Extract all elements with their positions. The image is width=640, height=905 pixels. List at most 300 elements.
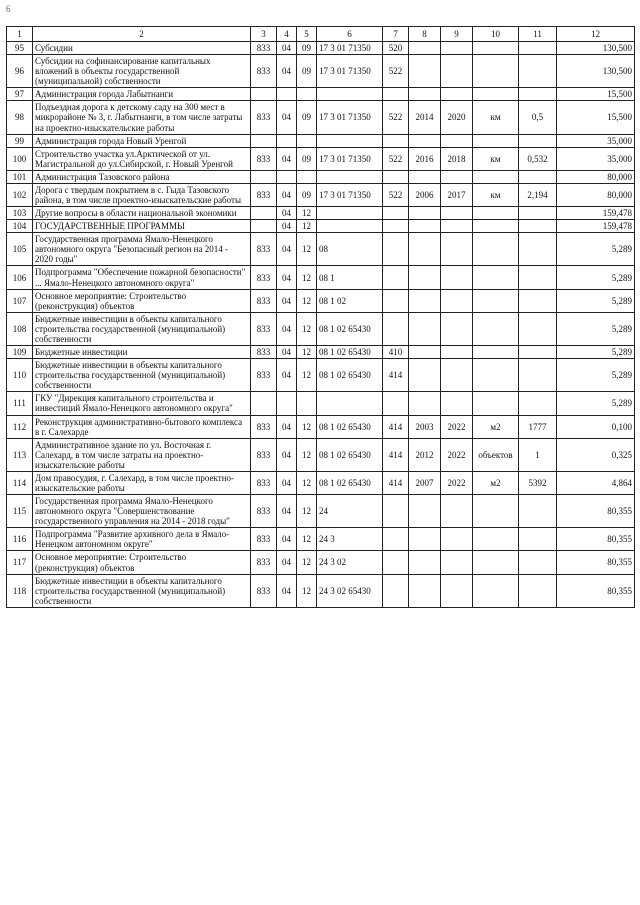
capacity-cell: [519, 392, 557, 415]
code-expense-type-cell: [383, 233, 409, 266]
code-subsection-cell: 12: [297, 233, 317, 266]
code-target-cell: 08 1 02 65430: [317, 312, 383, 345]
code-target-cell: 17 3 01 71350: [317, 55, 383, 88]
unit-cell: [473, 312, 519, 345]
row-description-cell: Подъездная дорога к детскому саду на 300 мест в микрорайоне № 3, г. Лабытнанги, в том числе затраты на проектно-изыскательские работы: [33, 101, 251, 134]
table-row: [7, 438, 635, 471]
code-section-cell: 04: [277, 528, 297, 551]
code-subsection-cell: 09: [297, 101, 317, 134]
start-year-cell: [409, 266, 441, 289]
row-description-cell: Подпрограмма "Обеспечение пожарной безопасности" ... Ямало-Ненецкого автономного округа": [33, 266, 251, 289]
code-section-cell: 04: [277, 55, 297, 88]
start-year-cell: [409, 134, 441, 147]
code-section-cell: 04: [277, 42, 297, 55]
code-target-cell: 08 1 02 65430: [317, 471, 383, 494]
unit-cell: [473, 359, 519, 392]
row-number-cell: 112: [7, 415, 33, 438]
column-header: 5: [297, 27, 317, 42]
amount-cell: 80,000: [557, 183, 635, 206]
amount-cell: 5,289: [557, 346, 635, 359]
end-year-cell: [441, 42, 473, 55]
end-year-cell: 2022: [441, 415, 473, 438]
code-ministry-cell: 833: [251, 495, 277, 528]
row-number-cell: 115: [7, 495, 33, 528]
code-ministry-cell: 833: [251, 346, 277, 359]
code-expense-type-cell: 522: [383, 101, 409, 134]
end-year-cell: [441, 207, 473, 220]
code-expense-type-cell: 520: [383, 42, 409, 55]
table-row: [7, 183, 635, 206]
code-target-cell: 24: [317, 495, 383, 528]
unit-cell: м2: [473, 415, 519, 438]
row-description-cell: Реконструкция административно-бытового комплекса в г. Салехарде: [33, 415, 251, 438]
code-subsection-cell: 09: [297, 55, 317, 88]
row-number-cell: 97: [7, 88, 33, 101]
end-year-cell: [441, 495, 473, 528]
code-subsection-cell: 12: [297, 207, 317, 220]
row-number-cell: 95: [7, 42, 33, 55]
table-row: [7, 574, 635, 607]
table-row: [7, 220, 635, 233]
capacity-cell: [519, 528, 557, 551]
amount-cell: 80,355: [557, 574, 635, 607]
code-subsection-cell: 12: [297, 471, 317, 494]
row-number-cell: 98: [7, 101, 33, 134]
row-number-cell: 116: [7, 528, 33, 551]
table-row: [7, 415, 635, 438]
code-section-cell: 04: [277, 471, 297, 494]
code-expense-type-cell: [383, 88, 409, 101]
table-row: [7, 233, 635, 266]
page-number: 6: [6, 4, 11, 14]
code-target-cell: [317, 207, 383, 220]
end-year-cell: [441, 55, 473, 88]
code-ministry-cell: [251, 88, 277, 101]
code-ministry-cell: [251, 207, 277, 220]
capacity-cell: [519, 495, 557, 528]
start-year-cell: 2006: [409, 183, 441, 206]
code-subsection-cell: 09: [297, 42, 317, 55]
amount-cell: 4,864: [557, 471, 635, 494]
end-year-cell: [441, 551, 473, 574]
code-section-cell: 04: [277, 101, 297, 134]
table-row: [7, 392, 635, 415]
code-section-cell: [277, 170, 297, 183]
row-description-cell: ГКУ "Дирекция капитального строительства и инвестиций Ямало-Ненецкого автономного округа": [33, 392, 251, 415]
unit-cell: [473, 528, 519, 551]
code-section-cell: 04: [277, 551, 297, 574]
code-expense-type-cell: [383, 528, 409, 551]
code-target-cell: [317, 170, 383, 183]
unit-cell: [473, 134, 519, 147]
code-ministry-cell: 833: [251, 312, 277, 345]
code-ministry-cell: 833: [251, 359, 277, 392]
code-subsection-cell: 12: [297, 220, 317, 233]
code-ministry-cell: 833: [251, 266, 277, 289]
capacity-cell: [519, 233, 557, 266]
code-subsection-cell: 12: [297, 346, 317, 359]
row-number-cell: 100: [7, 147, 33, 170]
amount-cell: 0,325: [557, 438, 635, 471]
amount-cell: 130,500: [557, 42, 635, 55]
end-year-cell: 2018: [441, 147, 473, 170]
code-ministry-cell: 833: [251, 183, 277, 206]
row-number-cell: 110: [7, 359, 33, 392]
unit-cell: [473, 170, 519, 183]
capacity-cell: [519, 170, 557, 183]
code-target-cell: 08 1: [317, 266, 383, 289]
code-target-cell: [317, 220, 383, 233]
row-description-cell: Субсидии: [33, 42, 251, 55]
code-target-cell: 17 3 01 71350: [317, 183, 383, 206]
code-ministry-cell: 833: [251, 147, 277, 170]
code-target-cell: 24 3 02 65430: [317, 574, 383, 607]
row-number-cell: 108: [7, 312, 33, 345]
code-target-cell: 08 1 02 65430: [317, 438, 383, 471]
amount-cell: 5,289: [557, 312, 635, 345]
capacity-cell: 5392: [519, 471, 557, 494]
amount-cell: 15,500: [557, 88, 635, 101]
code-expense-type-cell: [383, 266, 409, 289]
start-year-cell: [409, 392, 441, 415]
row-description-cell: Бюджетные инвестиции: [33, 346, 251, 359]
column-header: 9: [441, 27, 473, 42]
code-expense-type-cell: [383, 312, 409, 345]
start-year-cell: [409, 170, 441, 183]
start-year-cell: [409, 88, 441, 101]
column-header: 11: [519, 27, 557, 42]
code-subsection-cell: 12: [297, 415, 317, 438]
end-year-cell: [441, 233, 473, 266]
code-expense-type-cell: [383, 551, 409, 574]
code-section-cell: 04: [277, 147, 297, 170]
code-section-cell: 04: [277, 183, 297, 206]
column-header: 10: [473, 27, 519, 42]
row-description-cell: Государственная программа Ямало-Ненецкого автономного округа "Безопасный регион на 2014 - 2020 годы": [33, 233, 251, 266]
start-year-cell: [409, 359, 441, 392]
amount-cell: 5,289: [557, 392, 635, 415]
column-header: 6: [317, 27, 383, 42]
code-section-cell: 04: [277, 346, 297, 359]
capacity-cell: [519, 359, 557, 392]
column-header: 2: [33, 27, 251, 42]
unit-cell: [473, 574, 519, 607]
code-ministry-cell: 833: [251, 528, 277, 551]
code-target-cell: [317, 392, 383, 415]
code-section-cell: 04: [277, 438, 297, 471]
start-year-cell: [409, 55, 441, 88]
code-section-cell: 04: [277, 266, 297, 289]
capacity-cell: [519, 220, 557, 233]
table-row: [7, 55, 635, 88]
table-row: [7, 312, 635, 345]
code-expense-type-cell: [383, 574, 409, 607]
row-number-cell: 105: [7, 233, 33, 266]
code-expense-type-cell: 414: [383, 438, 409, 471]
start-year-cell: [409, 312, 441, 345]
column-header: 12: [557, 27, 635, 42]
end-year-cell: [441, 312, 473, 345]
row-description-cell: Бюджетные инвестиции в объекты капитального строительства государственной (муниципальной) собственности: [33, 359, 251, 392]
code-expense-type-cell: [383, 220, 409, 233]
start-year-cell: [409, 528, 441, 551]
end-year-cell: [441, 346, 473, 359]
code-ministry-cell: [251, 170, 277, 183]
code-subsection-cell: 12: [297, 359, 317, 392]
start-year-cell: 2014: [409, 101, 441, 134]
code-subsection-cell: 12: [297, 574, 317, 607]
code-target-cell: 08 1 02 65430: [317, 359, 383, 392]
end-year-cell: [441, 170, 473, 183]
code-target-cell: 17 3 01 71350: [317, 101, 383, 134]
row-description-cell: Бюджетные инвестиции в объекты капитального строительства государственной (муниципальной) собственности: [33, 312, 251, 345]
code-section-cell: 04: [277, 207, 297, 220]
code-subsection-cell: 12: [297, 551, 317, 574]
unit-cell: [473, 88, 519, 101]
row-description-cell: Дом правосудия, г. Салехард, в том числе проектно-изыскательские работы: [33, 471, 251, 494]
row-number-cell: 113: [7, 438, 33, 471]
row-description-cell: Бюджетные инвестиции в объекты капитального строительства государственной (муниципальной) собственности: [33, 574, 251, 607]
unit-cell: объектов: [473, 438, 519, 471]
code-expense-type-cell: [383, 392, 409, 415]
code-target-cell: 17 3 01 71350: [317, 42, 383, 55]
row-description-cell: Строительство участка ул.Арктической от ул. Магистральной до ул.Сибирской, г. Новый Уренгой: [33, 147, 251, 170]
code-section-cell: [277, 392, 297, 415]
code-ministry-cell: 833: [251, 55, 277, 88]
end-year-cell: [441, 392, 473, 415]
code-ministry-cell: 833: [251, 101, 277, 134]
table-row: [7, 495, 635, 528]
code-expense-type-cell: 414: [383, 415, 409, 438]
unit-cell: [473, 346, 519, 359]
start-year-cell: 2012: [409, 438, 441, 471]
row-number-cell: 117: [7, 551, 33, 574]
row-description-cell: Государственная программа Ямало-Ненецкого автономного округа "Совершенствование государственного управления на 2014 - 2018 годы": [33, 495, 251, 528]
column-header: 4: [277, 27, 297, 42]
code-subsection-cell: 12: [297, 438, 317, 471]
start-year-cell: [409, 289, 441, 312]
code-section-cell: [277, 134, 297, 147]
row-number-cell: 103: [7, 207, 33, 220]
unit-cell: км: [473, 101, 519, 134]
code-section-cell: 04: [277, 312, 297, 345]
code-subsection-cell: 12: [297, 495, 317, 528]
code-expense-type-cell: [383, 289, 409, 312]
row-number-cell: 109: [7, 346, 33, 359]
column-header: 8: [409, 27, 441, 42]
row-description-cell: Основное мероприятие: Строительство (реконструкция) объектов: [33, 289, 251, 312]
header-row: [7, 27, 635, 42]
code-ministry-cell: 833: [251, 438, 277, 471]
row-description-cell: Другие вопросы в области национальной экономики: [33, 207, 251, 220]
amount-cell: 159,478: [557, 220, 635, 233]
amount-cell: 130,500: [557, 55, 635, 88]
end-year-cell: 2020: [441, 101, 473, 134]
column-header: 1: [7, 27, 33, 42]
unit-cell: [473, 207, 519, 220]
end-year-cell: 2022: [441, 438, 473, 471]
code-expense-type-cell: [383, 170, 409, 183]
start-year-cell: [409, 220, 441, 233]
code-ministry-cell: 833: [251, 289, 277, 312]
end-year-cell: 2022: [441, 471, 473, 494]
start-year-cell: [409, 233, 441, 266]
capacity-cell: [519, 312, 557, 345]
unit-cell: [473, 42, 519, 55]
code-expense-type-cell: 522: [383, 55, 409, 88]
start-year-cell: [409, 42, 441, 55]
table-row: [7, 42, 635, 55]
row-number-cell: 118: [7, 574, 33, 607]
code-ministry-cell: 833: [251, 574, 277, 607]
row-number-cell: 104: [7, 220, 33, 233]
start-year-cell: [409, 207, 441, 220]
table-row: [7, 551, 635, 574]
row-description-cell: ГОСУДАРСТВЕННЫЕ ПРОГРАММЫ: [33, 220, 251, 233]
table-row: [7, 471, 635, 494]
capacity-cell: 0,532: [519, 147, 557, 170]
row-description-cell: Субсидии на софинансирование капитальных вложений в объекты государственной (муниципальной) собственности: [33, 55, 251, 88]
end-year-cell: [441, 528, 473, 551]
start-year-cell: [409, 551, 441, 574]
row-number-cell: 96: [7, 55, 33, 88]
amount-cell: 35,000: [557, 134, 635, 147]
code-expense-type-cell: [383, 495, 409, 528]
code-section-cell: 04: [277, 233, 297, 266]
amount-cell: 35,000: [557, 147, 635, 170]
capacity-cell: 1: [519, 438, 557, 471]
row-description-cell: Администрация Тазовского района: [33, 170, 251, 183]
table-row: [7, 359, 635, 392]
code-section-cell: 04: [277, 220, 297, 233]
code-subsection-cell: 12: [297, 528, 317, 551]
unit-cell: [473, 233, 519, 266]
end-year-cell: [441, 266, 473, 289]
capacity-cell: 0,5: [519, 101, 557, 134]
start-year-cell: 2007: [409, 471, 441, 494]
capacity-cell: [519, 346, 557, 359]
amount-cell: 5,289: [557, 289, 635, 312]
start-year-cell: [409, 495, 441, 528]
capacity-cell: [519, 289, 557, 312]
unit-cell: [473, 392, 519, 415]
table-row: [7, 346, 635, 359]
end-year-cell: [441, 134, 473, 147]
code-expense-type-cell: 522: [383, 183, 409, 206]
code-ministry-cell: [251, 220, 277, 233]
unit-cell: [473, 289, 519, 312]
amount-cell: 80,355: [557, 551, 635, 574]
code-subsection-cell: 12: [297, 289, 317, 312]
row-number-cell: 101: [7, 170, 33, 183]
end-year-cell: [441, 289, 473, 312]
capacity-cell: 1777: [519, 415, 557, 438]
code-expense-type-cell: 414: [383, 359, 409, 392]
code-ministry-cell: 833: [251, 471, 277, 494]
unit-cell: [473, 55, 519, 88]
code-subsection-cell: 09: [297, 183, 317, 206]
row-description-cell: Основное мероприятие: Строительство (реконструкция) объектов: [33, 551, 251, 574]
code-subsection-cell: [297, 134, 317, 147]
code-ministry-cell: [251, 392, 277, 415]
amount-cell: 5,289: [557, 359, 635, 392]
code-expense-type-cell: 414: [383, 471, 409, 494]
unit-cell: [473, 495, 519, 528]
code-section-cell: [277, 88, 297, 101]
code-target-cell: [317, 88, 383, 101]
amount-cell: 5,289: [557, 266, 635, 289]
unit-cell: [473, 266, 519, 289]
capacity-cell: [519, 551, 557, 574]
unit-cell: км: [473, 147, 519, 170]
code-expense-type-cell: [383, 207, 409, 220]
row-description-cell: Подпрограмма "Развитие архивного дела в Ямало-Ненецком автономном округе": [33, 528, 251, 551]
capacity-cell: [519, 207, 557, 220]
code-section-cell: 04: [277, 495, 297, 528]
code-section-cell: 04: [277, 359, 297, 392]
row-number-cell: 107: [7, 289, 33, 312]
end-year-cell: [441, 220, 473, 233]
unit-cell: [473, 551, 519, 574]
code-target-cell: 08 1 02 65430: [317, 415, 383, 438]
table-row: [7, 170, 635, 183]
row-number-cell: 111: [7, 392, 33, 415]
end-year-cell: 2017: [441, 183, 473, 206]
unit-cell: км: [473, 183, 519, 206]
amount-cell: 5,289: [557, 233, 635, 266]
table-row: [7, 207, 635, 220]
code-subsection-cell: 12: [297, 266, 317, 289]
capacity-cell: [519, 134, 557, 147]
code-subsection-cell: 09: [297, 147, 317, 170]
amount-cell: 80,355: [557, 528, 635, 551]
code-section-cell: 04: [277, 415, 297, 438]
code-ministry-cell: [251, 134, 277, 147]
row-description-cell: Администрация города Новый Уренгой: [33, 134, 251, 147]
unit-cell: [473, 220, 519, 233]
capacity-cell: [519, 574, 557, 607]
end-year-cell: [441, 574, 473, 607]
code-ministry-cell: 833: [251, 42, 277, 55]
capacity-cell: 2,194: [519, 183, 557, 206]
code-expense-type-cell: [383, 134, 409, 147]
unit-cell: м2: [473, 471, 519, 494]
start-year-cell: [409, 346, 441, 359]
capacity-cell: [519, 42, 557, 55]
code-ministry-cell: 833: [251, 415, 277, 438]
code-section-cell: 04: [277, 289, 297, 312]
code-section-cell: 04: [277, 574, 297, 607]
code-subsection-cell: 12: [297, 312, 317, 345]
amount-cell: 15,500: [557, 101, 635, 134]
code-target-cell: 17 3 01 71350: [317, 147, 383, 170]
row-description-cell: Административное здание по ул. Восточная г. Салехард, в том числе затраты на проектно-изыскательские работы: [33, 438, 251, 471]
code-ministry-cell: 833: [251, 551, 277, 574]
table-row: [7, 101, 635, 134]
capacity-cell: [519, 266, 557, 289]
column-header: 3: [251, 27, 277, 42]
end-year-cell: [441, 88, 473, 101]
code-target-cell: 08 1 02 65430: [317, 346, 383, 359]
code-expense-type-cell: 410: [383, 346, 409, 359]
start-year-cell: 2016: [409, 147, 441, 170]
code-target-cell: 24 3 02: [317, 551, 383, 574]
capacity-cell: [519, 55, 557, 88]
amount-cell: 80,000: [557, 170, 635, 183]
row-description-cell: Администрация города Лабытнанги: [33, 88, 251, 101]
table-row: [7, 289, 635, 312]
code-subsection-cell: [297, 170, 317, 183]
